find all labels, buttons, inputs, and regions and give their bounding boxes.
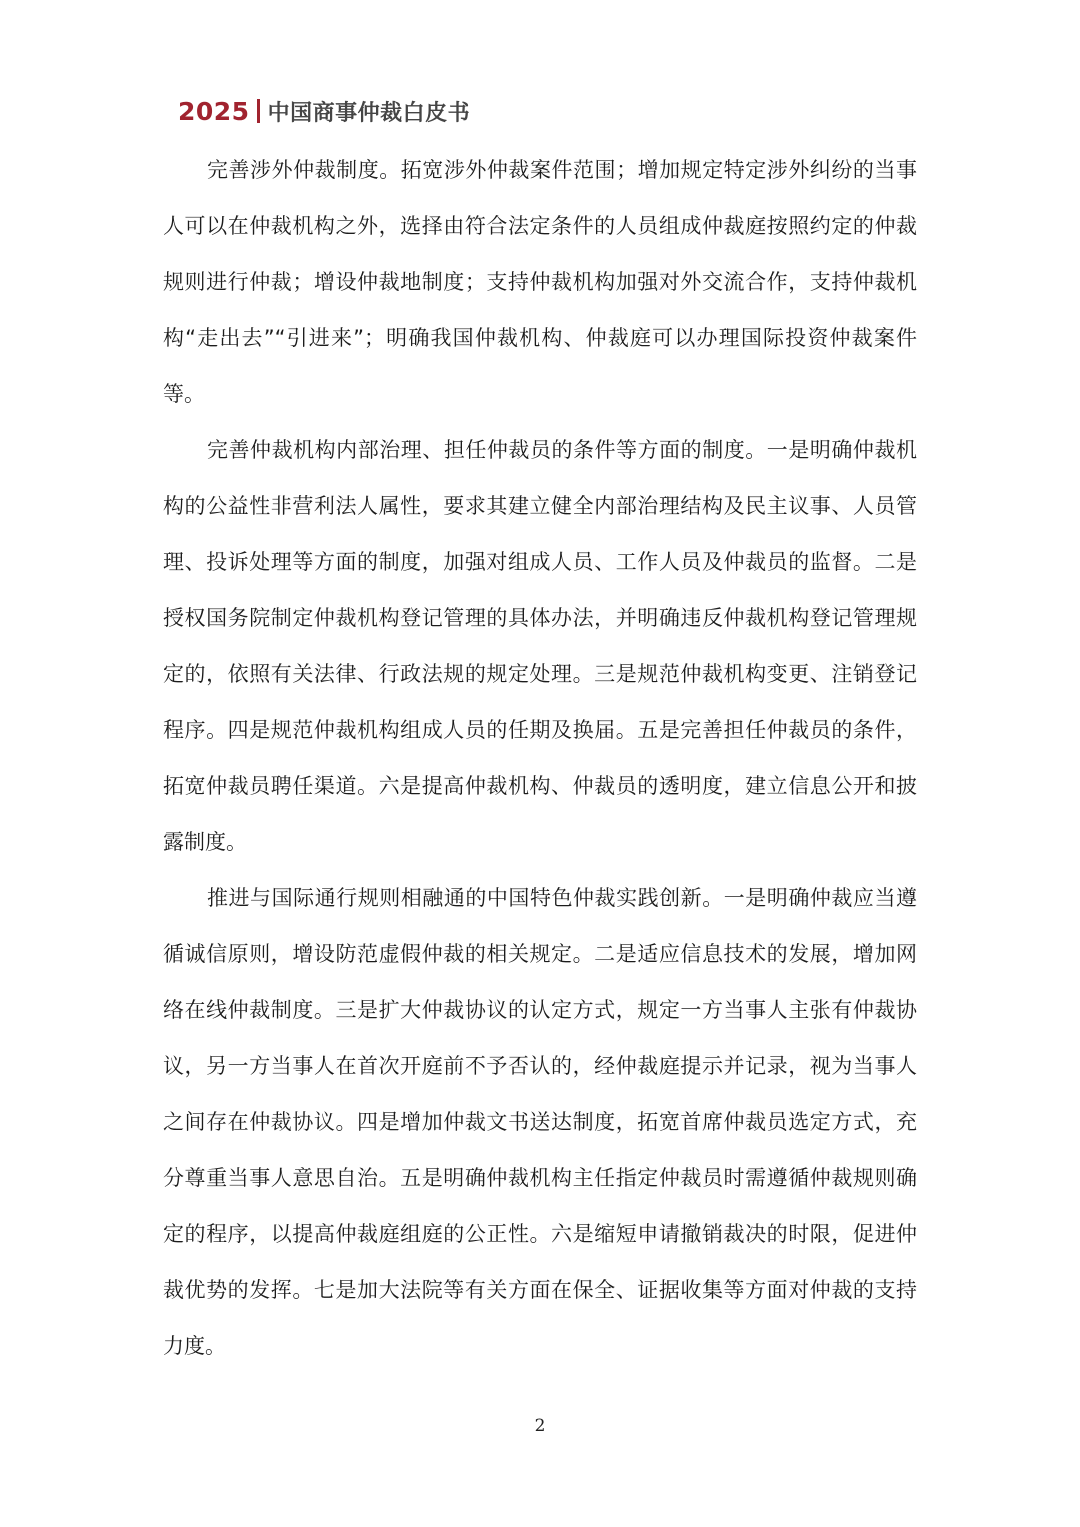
page-header xyxy=(178,94,470,128)
paragraph-practice-innovation: 推进与国际通行规则相融通的中国特色仲裁实践创新。一是明确仲裁应当遵循诚信原则，增设防范虚假仲裁的相关规定。二是适应信息技术的发展，增加网络在线仲裁制度。三是扩大仲裁协议的认定方式，规定一方当事人主张有仲裁协议，另一方当事人在首次开庭前不予否认的，经仲裁庭提示并记录，视为当事人之间存在仲裁协议。四是增加仲裁文书送达制度，拓宽首席仲裁员选定方式，充分尊重当事人意思自治。五是明确仲裁机构主任指定仲裁员时需遵循仲裁规则确定的程序，以提高仲裁庭组庭的公正性。六是缩短申请撤销裁决的时限，促进仲裁优势的发挥。七是加大法院等有关方面在保全、证据收集等方面对仲裁的支持力度。 xyxy=(163,886,917,1358)
header-title: 中国商事仲裁白皮书 xyxy=(267,100,471,126)
header-divider xyxy=(257,99,260,123)
page-number: 2 xyxy=(534,1416,546,1436)
header-year: 2025 xyxy=(178,96,250,126)
body-text xyxy=(163,142,917,1374)
paragraph-internal-governance: 完善仲裁机构内部治理、担任仲裁员的条件等方面的制度。一是明确仲裁机构的公益性非营利法人属性，要求其建立健全内部治理结构及民主议事、人员管理、投诉处理等方面的制度，加强对组成人员、工作人员及仲裁员的监督。二是授权国务院制定仲裁机构登记管理的具体办法，并明确违反仲裁机构登记管理规定的，依照有关法律、行政法规的规定处理。三是规范仲裁机构变更、注销登记程序。四是规范仲裁机构组成人员的任期及换届。五是完善担任仲裁员的条件，拓宽仲裁员聘任渠道。六是提高仲裁机构、仲裁员的透明度，建立信息公开和披露制度。 xyxy=(163,438,917,854)
paragraph-foreign-arbitration: 完善涉外仲裁制度。拓宽涉外仲裁案件范围；增加规定特定涉外纠纷的当事人可以在仲裁机构之外，选择由符合法定条件的人员组成仲裁庭按照约定的仲裁规则进行仲裁；增设仲裁地制度；支持仲裁机构加强对外交流合作，支持仲裁机构“走出去”“引进来”；明确我国仲裁机构、仲裁庭可以办理国际投资仲裁案件等。 xyxy=(163,158,917,406)
